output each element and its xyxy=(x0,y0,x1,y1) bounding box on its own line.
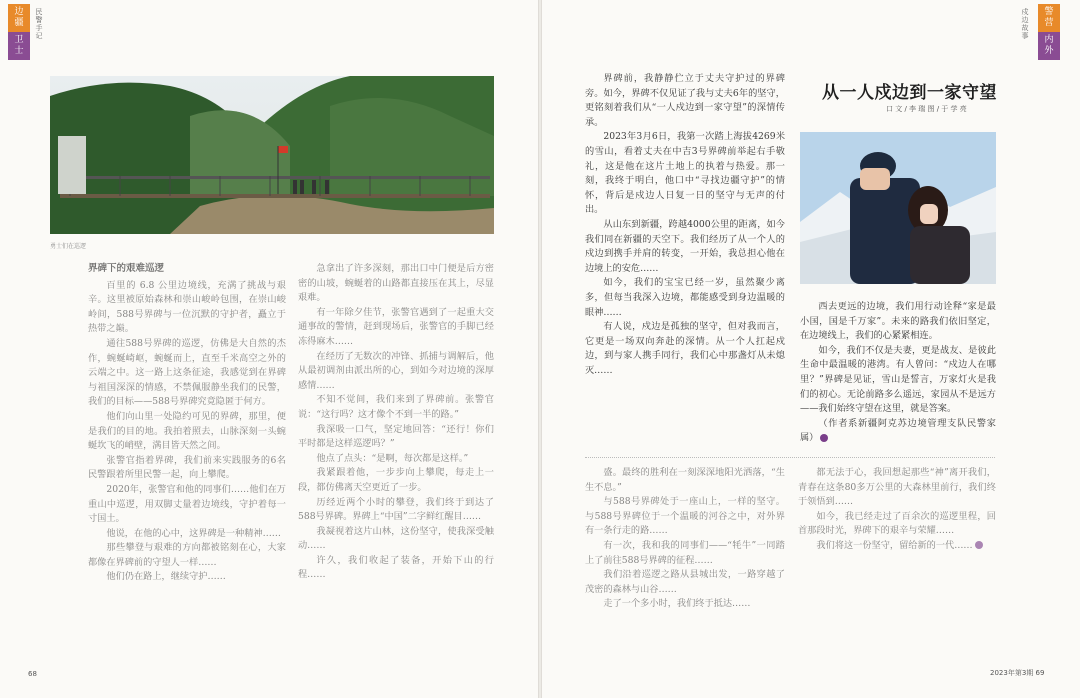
paragraph: 不知不觉间，我们来到了界碑前。张警官说：“这行吗？这才像个不到一半的路。” xyxy=(298,394,494,420)
right-text-column-3 xyxy=(585,466,785,666)
end-mark-icon xyxy=(975,541,983,549)
paragraph: 如今，我们的宝宝已经一岁，虽然聚少离多，但每当我深入边境，都能感受到身边温暖的眼神…… xyxy=(585,277,785,318)
left-tab-label: 民警手记 xyxy=(35,8,43,40)
paragraph: 我凝视着这片山林，这份坚守，使我深受触动…… xyxy=(298,525,494,552)
paragraph: 有一次，我和我的同事们——“牦牛”一同踏上了前往588号界碑的征程…… xyxy=(585,539,785,566)
paragraph: 走了一个多小时，我们终于抵达…… xyxy=(603,598,751,610)
paragraph: 都无法于心，我回想起那些“神”离开我们，青春在这条80多万公里的大森林里前行，我们终于领悟到…… xyxy=(798,467,996,508)
paragraph: 他们向山里一处隐约可见的界碑，那里，便是我们的目的地。我拍着照去，山脉深刻一头蜿蜒坎飞的峭壁，满目皆天然之间。 xyxy=(88,410,286,452)
paragraph: 他说，在他的心中，这界碑是一种精神…… xyxy=(106,527,281,539)
right-text-column-1 xyxy=(585,72,785,452)
paragraph: 从山东到新疆，跨越4000公里的距离，如今我们同在新疆的天空下。我们经历了从一个人的戍边到携手并肩的转变，一开始，我总担心他在边境上的安危…… xyxy=(585,218,785,274)
tab-orange-block: 边 疆 xyxy=(8,4,30,32)
paragraph: 百里的 6.8 公里边境线，充满了挑战与艰辛。这里被原始森林和崇山峻岭包围，在崇山峻岭间，588号界碑与一位沉默的守护者，矗立于热带之巅。 xyxy=(88,279,286,335)
paragraph: 2023年3月6日，我第一次踏上海拔4269米的雪山，看着丈夫在中吉3号界碑前举起右手敬礼，这是他在这片土地上的执着与热爱。那一刻，我终于明白，他口中“寻找边疆守护”的情怀，背后是戍边人日复一日的坚守与无声的付出。 xyxy=(585,131,785,216)
author-note xyxy=(800,417,996,446)
right-tab-label: 戍边故事 xyxy=(1021,8,1029,40)
paragraph: 我深吸一口气，坚定地回答：“还行！你们平时都是这样巡逻吗？” xyxy=(298,423,494,450)
paragraph: 2020年，张警官和他的同事们……他们在万重山中巡逻，用双脚丈量着边境线，守护着每一寸国土。 xyxy=(88,483,286,525)
paragraph: 他点了点头：“是啊，每次都是这样。” xyxy=(316,452,469,464)
page-number-right: 2023年第3期 69 xyxy=(990,669,1045,677)
paragraph: 许久，我们收起了装备，开始下山的行程…… xyxy=(298,554,494,581)
author-note-text: （作者系新疆阿克苏边境管理支队民警家属） xyxy=(800,417,996,444)
left-column-tab xyxy=(8,4,30,60)
left-page xyxy=(0,0,538,698)
photo-caption: 勇士们在巡逻 xyxy=(50,243,87,250)
paragraph: 张警官指着界碑，我们前来实践服务的6名民警跟着所里民警一起，向上攀爬。 xyxy=(88,454,286,481)
paragraph: 西去更远的边境，我们用行动诠释“家是最小国，国是千万家”。未来的路我们依旧坚定，在边境线上，我们的心紧紧相连。 xyxy=(800,301,996,342)
left-text-column-1 xyxy=(88,262,286,662)
paragraph: 在经历了无数次的冲锋、抓捕与调解后，他从最初调剂由派出所的心，到如今对边境的深厚感情…… xyxy=(298,350,494,391)
tab-purple-block: 内 外 xyxy=(1038,32,1060,60)
paragraph: 他们仍在路上，继续守护…… xyxy=(106,571,226,583)
paragraph: 有一年除夕佳节，张警官遇到了一起重大交通事故的警情，赶到现场后，张警官的手脚已经冻得麻木…… xyxy=(298,306,494,347)
article-title: 从一人戍边到一家守望 xyxy=(822,83,997,103)
article-byline: 口 文 / 李 瑞 图 / 于 学 亮 xyxy=(886,105,967,113)
paragraph: 急拿出了许多深刻，那出口中门便是后方密密的山坡，蜿蜒着的山路都直接压在其上，尽显艰难。 xyxy=(298,263,494,304)
tab-purple-block: 卫 士 xyxy=(8,32,30,60)
right-column-tab xyxy=(1038,4,1060,60)
paragraph: 我紧跟着他，一步步向上攀爬，每走上一段，都仿佛离天空更近了一步。 xyxy=(298,467,494,493)
paragraph-text: 我们将这一份坚守，留给新的一代…… xyxy=(816,539,973,551)
paragraph: 如今，我已经走过了百余次的巡逻里程，回首那段时光，界碑下的艰辛与荣耀…… xyxy=(798,510,996,537)
paragraph: 通往588号界碑的巡逻，仿佛是大自然的杰作，蜿蜒崎岖，蜿蜒而上，直至千米高空之外的云端之中。这一路上这条征途，我感觉到在界碑与祖国深深的情感，不禁佩服静坐我们的民警，我们的目标——588号界碑究竟隐匿于何方。 xyxy=(88,337,286,408)
tab-orange-block: 警 营 xyxy=(1038,4,1060,32)
right-text-column-4 xyxy=(798,466,996,666)
paragraph: 如今，我们不仅是夫妻，更是战友、是彼此生命中最温暖的港湾。有人曾问：“戍边人在哪里？”界碑是见证，雪山是誓言，万家灯火是我们的初心。无论前路多么遥远，家园从不是远方——我们始终守望在这里，就是答案。 xyxy=(800,344,996,415)
section-heading: 界碑下的艰难巡逻 xyxy=(88,263,165,274)
border-bridge-photo xyxy=(50,76,494,234)
end-mark-icon xyxy=(820,434,828,442)
family-embrace-photo xyxy=(800,132,996,284)
paragraph: 界碑前，我静静伫立于丈夫守护过的界碑旁。如今，界碑不仅见证了我与丈夫6年的坚守，更铭刻着我们从“一人戍边到一家守望”的深情传承。 xyxy=(585,73,785,128)
right-text-column-2 xyxy=(800,300,996,450)
paragraph: 那些攀登与艰难的方向都被铭刻在心，大家都像在界碑前的守望人一样…… xyxy=(88,542,286,568)
paragraph xyxy=(798,539,996,554)
left-text-column-2 xyxy=(298,262,494,662)
paragraph: 我们沿着巡逻之路从县城出发，一路穿越了茂密的森林与山谷…… xyxy=(585,569,785,595)
paragraph: 有人说，戍边是孤独的坚守，但对我而言，它更是一场双向奔赴的深情。从一个人扛起戍边，到与家人携手同行，我们心中那盏灯从未熄灭…… xyxy=(585,321,785,376)
section-divider xyxy=(585,457,995,458)
paragraph: 历经近两个小时的攀登，我们终于到达了588号界碑。界碑上“中国”二字鲜红醒目…… xyxy=(298,496,494,523)
paragraph: 与588号界碑处于一座山上，一样的坚守。与588号界碑位于一个温暖的河谷之中，对外界有一条行走的路…… xyxy=(585,496,785,537)
page-number-left: 68 xyxy=(28,670,37,678)
paragraph: 盛。最终的胜利在一刻深深地阳光洒落，“生生不息。” xyxy=(585,467,785,493)
